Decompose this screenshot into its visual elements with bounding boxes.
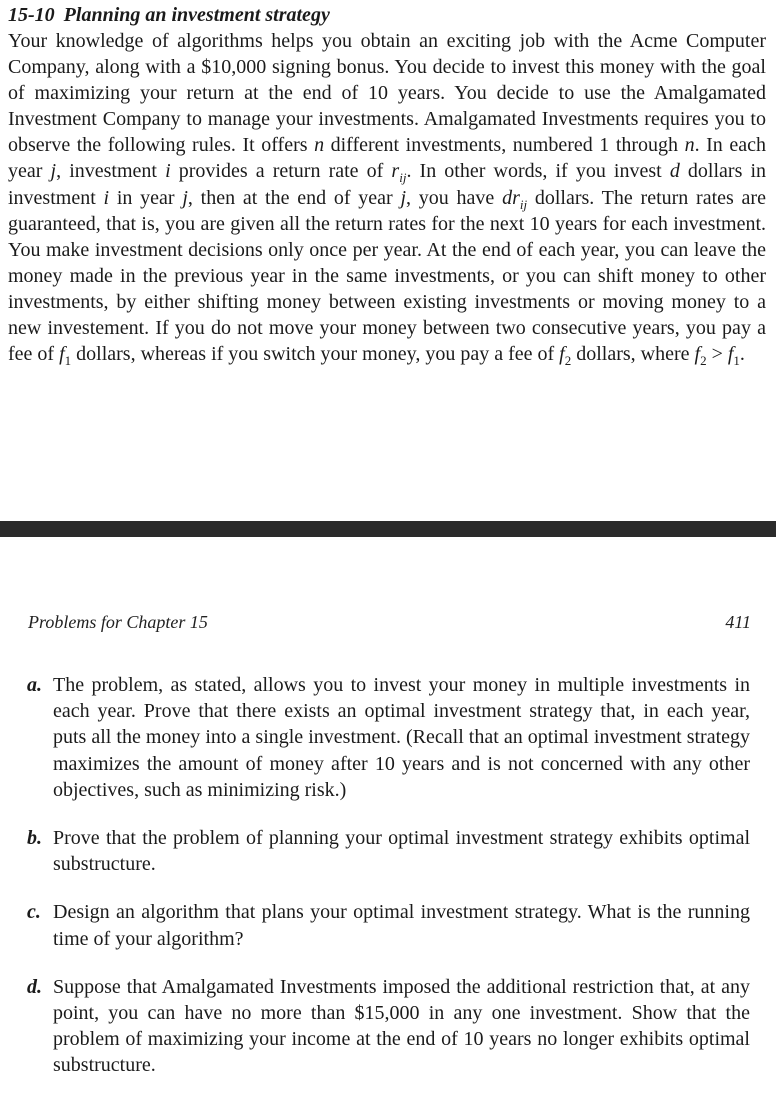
problem-parts-list: [27, 672, 750, 1079]
running-head: [28, 611, 751, 633]
part-d: [27, 974, 750, 1079]
problem-number: 15-10: [8, 4, 55, 26]
problem-intro-paragraph: Your knowledge of algorithms helps you obtain an exciting job with the Acme Computer Company, along with a $10,000 signing bonus. You decide to invest this money with the goal of maximizing your return at the end of 10 years. You decide to use the Amalgamated Investment Company to manage your investments. Amalgamated Investments requires you to observe the following rules. It offers n different investments, numbered 1 through n. In each year j, investment i provides a return rate of $r_{ij}$. In other words, if you invest d dollars in investment i in year j, then at the end of year j, you have $dr_{ij}$ dollars. The return rates are guaranteed, that is, you are given all the return rates for the next 10 years for each investment. You make investment decisions only once per year. At the end of each year, you can leave the money made in the previous year in the same investments, or you can shift money to other investments, by either shifting money between existing investments or moving money to a new investement. If you do not move your money between two consecutive years, you pay a fee of $f_1$ dollars, whereas if you switch your money, you pay a fee of $f_2$ dollars, where $f_2 > f_1$.: [8, 30, 767, 369]
part-a-text: The problem, as stated, allows you to invest your money in multiple investments in each year. Prove that there exists an optimal investment strategy that, in each year, puts all the money into a single investment. (Recall that an optimal investment strategy maximizes the amount of money after 10 years and is not concerned with any other objectives, such as minimizing risk.): [53, 674, 750, 801]
part-c: [27, 899, 750, 951]
problem-title: Planning an investment strategy: [63, 4, 330, 26]
part-b: [27, 825, 750, 877]
page-break-bar: [0, 521, 776, 537]
running-head-title: Problems for Chapter 15: [28, 612, 208, 632]
problem-heading: [8, 2, 766, 28]
problem-statement-block: [8, 2, 766, 367]
part-b-label: b.: [27, 827, 42, 850]
page-number: 411: [725, 612, 751, 632]
part-c-text: Design an algorithm that plans your optimal investment strategy. What is the running time of your algorithm?: [53, 901, 750, 950]
part-b-text: Prove that the problem of planning your optimal investment strategy exhibits optimal substructure.: [53, 827, 750, 876]
part-c-label: c.: [27, 901, 41, 924]
part-d-text: Suppose that Amalgamated Investments imposed the additional restriction that, at any point, you can have no more than $15,000 in any one investment. Show that the problem of maximizing your income at the end of 10 years no longer exhibits optimal substructure.: [53, 975, 750, 1077]
part-a: [27, 672, 750, 803]
part-d-label: d.: [27, 975, 42, 998]
part-a-label: a.: [27, 674, 42, 696]
